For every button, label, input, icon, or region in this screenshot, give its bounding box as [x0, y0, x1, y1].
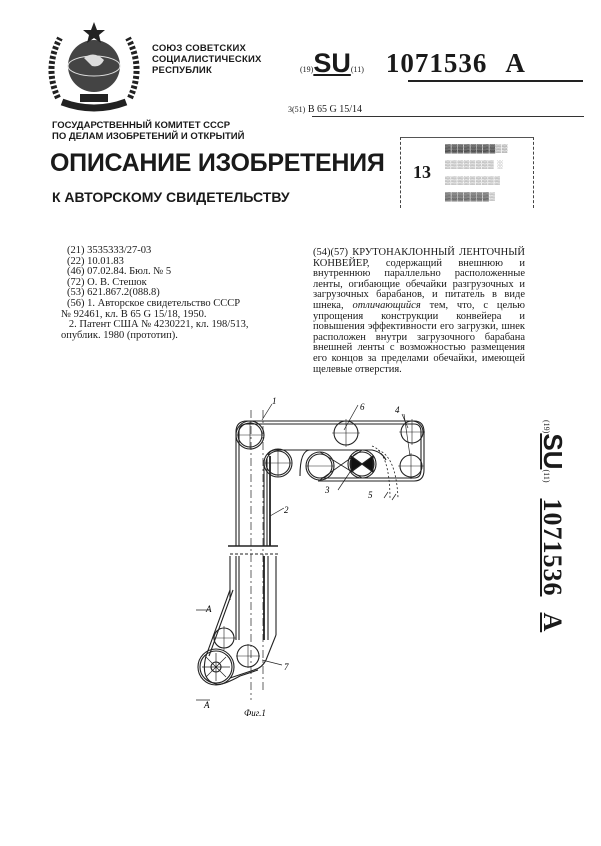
biblio-line: (22) 10.01.83 [67, 255, 124, 267]
figure-label-7: 7 [284, 662, 289, 672]
document-title: ОПИСАНИЕ ИЗОБРЕТЕНИЯ [50, 149, 385, 177]
figure-label-6: 6 [360, 402, 365, 412]
code-19: (19) [300, 65, 314, 74]
stamp-number: 13 [413, 162, 431, 182]
section-label-a: A [204, 700, 210, 710]
figure-label-4: 4 [395, 405, 400, 415]
country-code: SU [538, 433, 568, 470]
figure-label-3: 3 [325, 485, 330, 495]
library-stamp: 13 ▓▓▓▓▓▓▓▓▒▒ ▒▒▒▒▒▒▒▒ ░ ▒▒▒▒▒▒▒▒▒ ▓▓▓▓▓▓▓▒ [400, 137, 534, 208]
country-line: СОЮЗ СОВЕТСКИХ [152, 43, 247, 54]
invention-title: (54)(57) КРУТОНАКЛОННЫЙ ЛЕНТОЧНЫЙ КОНВЕЙЕР, [313, 247, 525, 269]
patent-kind: A [505, 48, 526, 78]
biblio-line: 2. Патент США № 4230221, кл. 198/513, [61, 319, 249, 331]
biblio-line: (72) О. В. Стешок [67, 276, 147, 288]
biblio-line: (53) 621.867.2(088.8) [67, 287, 160, 299]
ipc-prefix: 3(51) [288, 105, 306, 114]
abstract-text: тем, что, с целью упрощения конструкции конвейера и повышения эффективности его загрузки, шнек расположен внутри загрузочного барабана внешней ленты с возможностью размещения его концов за пределами обечайки, имеющей щелевые отверстия. [313, 299, 526, 375]
biblio-line: опублик. 1980 (прототип). [61, 329, 178, 341]
abstract-text: содержащий внешнюю и внутреннюю параллельно расположенные ленты, огибающие обечайки разгрузочных и загрузочных барабанов, и питатель в виде шнека, [313, 257, 525, 311]
country-line: СОЦИАЛИСТИЧЕСКИХ [152, 54, 262, 65]
document-subtitle: К АВТОРСКОМУ СВИДЕТЕЛЬСТВУ [52, 189, 290, 205]
figure-caption: Фиг.1 [244, 708, 266, 718]
ipc-code: B 65 G 15/14 [307, 104, 362, 115]
code-19: (19) [542, 420, 551, 434]
patent-number: 1071536 [538, 498, 567, 597]
figure-label-5: 5 [368, 490, 373, 500]
country-code: SU [313, 48, 351, 78]
country-line: РЕСПУБЛИК [152, 65, 212, 76]
biblio-line: (21) 3535333/27-03 [67, 245, 152, 256]
side-patent-number [520, 420, 580, 670]
figure-label-2: 2 [284, 505, 289, 515]
code-11: (11) [350, 65, 364, 74]
section-label-a: A [206, 604, 212, 614]
agency-line: ГОСУДАРСТВЕННЫЙ КОМИТЕТ СССР [52, 120, 231, 131]
agency-line: ПО ДЕЛАМ ИЗОБРЕТЕНИЙ И ОТКРЫТИЙ [52, 131, 245, 142]
abstract-emphasis: отличающийся [352, 299, 421, 311]
patent-number: 1071536 [385, 48, 488, 78]
biblio-line: (46) 07.02.84. Бюл. № 5 [67, 266, 172, 278]
biblio-line: (56) 1. Авторское свидетельство СССР [67, 297, 241, 309]
biblio-line: № 92461, кл. B 65 G 15/18, 1950. [61, 308, 207, 320]
code-11: (11) [542, 469, 551, 483]
patent-kind: A [538, 612, 567, 633]
figure-label-1: 1 [272, 396, 277, 406]
